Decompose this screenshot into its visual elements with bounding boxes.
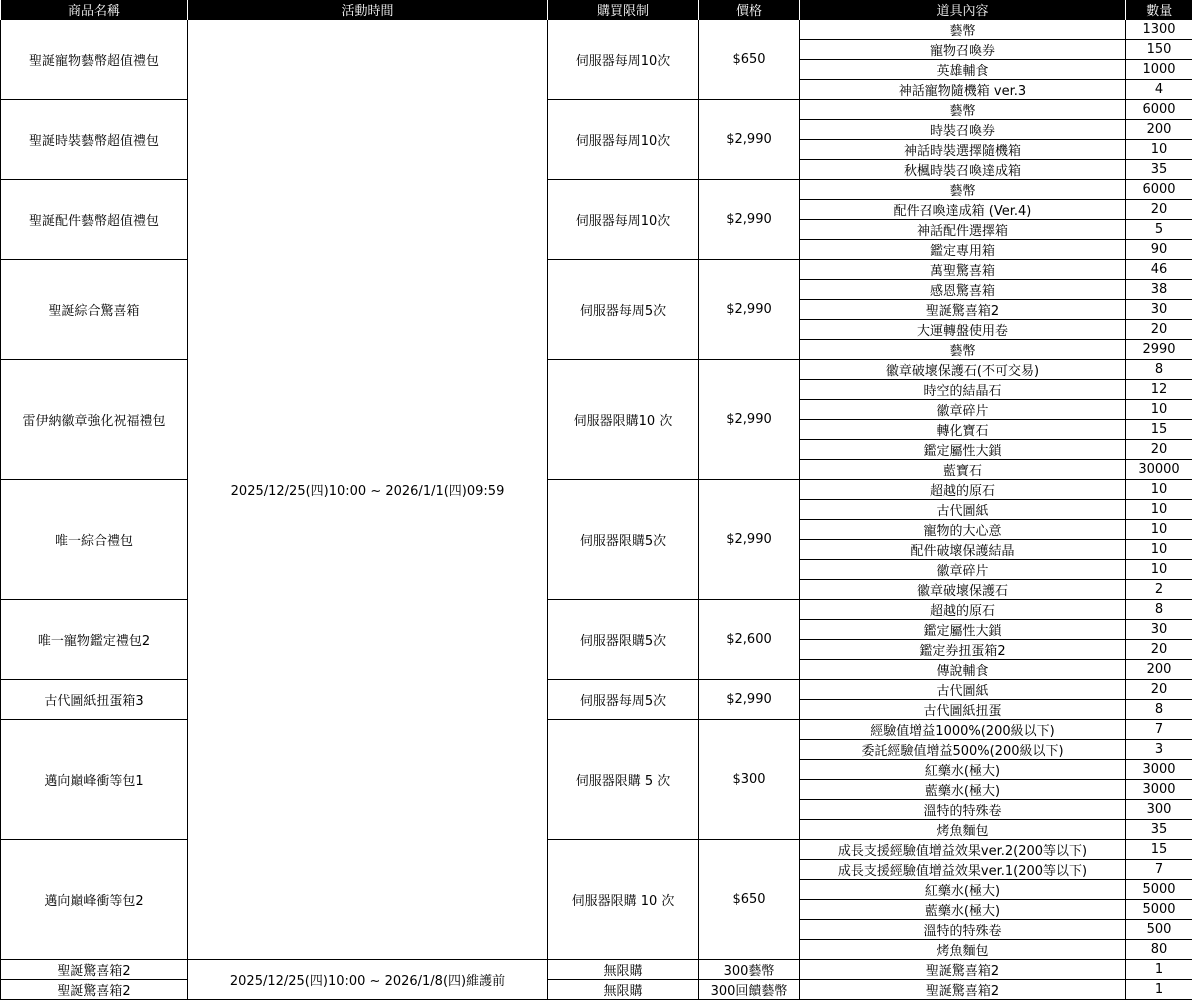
item-quantity: 6000 [1126,100,1192,120]
package-name: 唯一寵物鑑定禮包2 [1,600,188,680]
purchase-limit: 伺服器限購5次 [548,600,699,680]
item-quantity: 1000 [1126,60,1192,80]
item-name: 藝幣 [800,340,1126,360]
item-quantity: 4 [1126,80,1192,100]
purchase-limit: 伺服器限購 5 次 [548,720,699,840]
table-row [1,980,1192,1000]
item-name: 經驗值增益1000%(200級以下) [800,720,1126,740]
item-name: 神話寵物隨機箱 ver.3 [800,80,1126,100]
item-name: 溫特的特殊卷 [800,920,1126,940]
item-quantity: 8 [1126,700,1192,720]
package-name: 雷伊納徽章強化祝福禮包 [1,360,188,480]
item-name: 古代圖紙 [800,500,1126,520]
item-quantity: 10 [1126,480,1192,500]
item-quantity: 200 [1126,660,1192,680]
item-quantity: 5000 [1126,900,1192,920]
header-purchase-limit: 購買限制 [548,0,699,20]
package-price: $2,990 [699,180,800,260]
item-quantity: 8 [1126,360,1192,380]
item-quantity: 90 [1126,240,1192,260]
item-quantity: 15 [1126,840,1192,860]
item-quantity: 10 [1126,560,1192,580]
package-price: 300回饋藝幣 [699,980,800,1000]
item-quantity: 20 [1126,680,1192,700]
item-name: 藍寶石 [800,460,1126,480]
item-quantity: 80 [1126,940,1192,960]
item-name: 藝幣 [800,100,1126,120]
event-time: 2025/12/25(四)10:00 ~ 2026/1/8(四)維護前 [188,960,548,1000]
item-name: 聖誕驚喜箱2 [800,980,1126,1000]
package-name: 聖誕驚喜箱2 [1,980,188,1000]
purchase-limit: 伺服器每周10次 [548,100,699,180]
header-product-name: 商品名稱 [1,0,188,20]
item-name: 鑑定屬性大鎖 [800,440,1126,460]
item-quantity: 46 [1126,260,1192,280]
item-name: 古代圖紙 [800,680,1126,700]
item-name: 委託經驗值增益500%(200級以下) [800,740,1126,760]
item-name: 英雄輔食 [800,60,1126,80]
purchase-limit: 伺服器限購10 次 [548,360,699,480]
table-row [1,20,1192,40]
table-row [1,360,1192,380]
table-row [1,260,1192,280]
item-name: 寵物的大心意 [800,520,1126,540]
item-name: 藍藥水(極大) [800,900,1126,920]
package-price: $2,990 [699,260,800,360]
item-quantity: 5 [1126,220,1192,240]
item-quantity: 20 [1126,440,1192,460]
item-name: 超越的原石 [800,600,1126,620]
item-quantity: 2990 [1126,340,1192,360]
item-quantity: 5000 [1126,880,1192,900]
item-name: 寵物召喚券 [800,40,1126,60]
item-name: 神話時裝選擇隨機箱 [800,140,1126,160]
table-row [1,100,1192,120]
table-row [1,680,1192,700]
item-quantity: 3000 [1126,760,1192,780]
item-quantity: 20 [1126,200,1192,220]
item-name: 成長支援經驗值增益效果ver.2(200等以下) [800,840,1126,860]
item-quantity: 2 [1126,580,1192,600]
purchase-limit: 伺服器限購 10 次 [548,840,699,960]
package-name: 邁向巔峰衝等包2 [1,840,188,960]
package-price: $2,990 [699,480,800,600]
package-price: $650 [699,840,800,960]
purchase-limit: 伺服器每周5次 [548,260,699,360]
item-name: 古代圖紙扭蛋 [800,700,1126,720]
item-name: 藍藥水(極大) [800,780,1126,800]
header-item-contents: 道具內容 [800,0,1126,20]
item-name: 鑑定屬性大鎖 [800,620,1126,640]
item-quantity: 7 [1126,720,1192,740]
item-quantity: 1 [1126,960,1192,980]
item-name: 時裝召喚券 [800,120,1126,140]
item-name: 藝幣 [800,20,1126,40]
item-quantity: 500 [1126,920,1192,940]
package-name: 古代圖紙扭蛋箱3 [1,680,188,720]
item-name: 鑑定專用箱 [800,240,1126,260]
item-quantity: 10 [1126,540,1192,560]
item-quantity: 30000 [1126,460,1192,480]
item-name: 紅藥水(極大) [800,760,1126,780]
item-quantity: 10 [1126,400,1192,420]
package-price: 300藝幣 [699,960,800,980]
item-quantity: 20 [1126,640,1192,660]
item-quantity: 1300 [1126,20,1192,40]
header-quantity: 數量 [1126,0,1192,20]
header-event-time: 活動時間 [188,0,548,20]
item-quantity: 12 [1126,380,1192,400]
item-name: 藝幣 [800,180,1126,200]
package-price: $2,990 [699,360,800,480]
item-quantity: 35 [1126,820,1192,840]
package-price: $2,990 [699,680,800,720]
package-price: $2,600 [699,600,800,680]
package-name: 聖誕驚喜箱2 [1,960,188,980]
item-quantity: 200 [1126,120,1192,140]
item-quantity: 3 [1126,740,1192,760]
table-row [1,600,1192,620]
item-quantity: 7 [1126,860,1192,880]
item-name: 成長支援經驗值增益效果ver.1(200等以下) [800,860,1126,880]
table-row [1,960,1192,980]
item-name: 徽章碎片 [800,560,1126,580]
header-row [1,0,1192,20]
item-quantity: 150 [1126,40,1192,60]
item-name: 徽章破壞保護石(不可交易) [800,360,1126,380]
item-name: 配件召喚達成箱 (Ver.4) [800,200,1126,220]
item-quantity: 10 [1126,520,1192,540]
table-row [1,480,1192,500]
table-row [1,720,1192,740]
item-quantity: 10 [1126,140,1192,160]
item-name: 徽章碎片 [800,400,1126,420]
item-quantity: 300 [1126,800,1192,820]
item-name: 配件破壞保護結晶 [800,540,1126,560]
event-time: 2025/12/25(四)10:00 ~ 2026/1/1(四)09:59 [188,20,548,960]
package-name: 聖誕配件藝幣超值禮包 [1,180,188,260]
item-quantity: 1 [1126,980,1192,1000]
item-name: 烤魚麵包 [800,940,1126,960]
package-name: 唯一綜合禮包 [1,480,188,600]
item-name: 時空的結晶石 [800,380,1126,400]
item-name: 紅藥水(極大) [800,880,1126,900]
item-name: 聖誕驚喜箱2 [800,300,1126,320]
item-quantity: 15 [1126,420,1192,440]
package-name: 聖誕時裝藝幣超值禮包 [1,100,188,180]
table-row [1,180,1192,200]
item-name: 烤魚麵包 [800,820,1126,840]
package-name: 邁向巔峰衝等包1 [1,720,188,840]
item-name: 傳說輔食 [800,660,1126,680]
item-name: 感恩驚喜箱 [800,280,1126,300]
item-name: 鑑定券扭蛋箱2 [800,640,1126,660]
item-quantity: 20 [1126,320,1192,340]
item-name: 超越的原石 [800,480,1126,500]
purchase-limit: 伺服器每周10次 [548,180,699,260]
item-name: 大運轉盤使用卷 [800,320,1126,340]
package-price: $2,990 [699,100,800,180]
item-name: 神話配件選擇箱 [800,220,1126,240]
package-name: 聖誕寵物藝幣超值禮包 [1,20,188,100]
item-quantity: 8 [1126,600,1192,620]
table-body [1,20,1192,1000]
item-quantity: 38 [1126,280,1192,300]
package-price: $650 [699,20,800,100]
purchase-limit: 無限購 [548,960,699,980]
purchase-limit: 伺服器每周5次 [548,680,699,720]
item-quantity: 10 [1126,500,1192,520]
table-row [1,840,1192,860]
purchase-limit: 伺服器限購5次 [548,480,699,600]
item-quantity: 6000 [1126,180,1192,200]
item-quantity: 35 [1126,160,1192,180]
header-price: 價格 [699,0,800,20]
item-quantity: 30 [1126,620,1192,640]
item-name: 萬聖驚喜箱 [800,260,1126,280]
item-name: 轉化寶石 [800,420,1126,440]
item-name: 溫特的特殊卷 [800,800,1126,820]
item-name: 秋楓時裝召喚達成箱 [800,160,1126,180]
purchase-limit: 無限購 [548,980,699,1000]
item-quantity: 3000 [1126,780,1192,800]
package-name: 聖誕綜合驚喜箱 [1,260,188,360]
item-quantity: 30 [1126,300,1192,320]
purchase-limit: 伺服器每周10次 [548,20,699,100]
item-name: 聖誕驚喜箱2 [800,960,1126,980]
item-name: 徽章破壞保護石 [800,580,1126,600]
package-price: $300 [699,720,800,840]
